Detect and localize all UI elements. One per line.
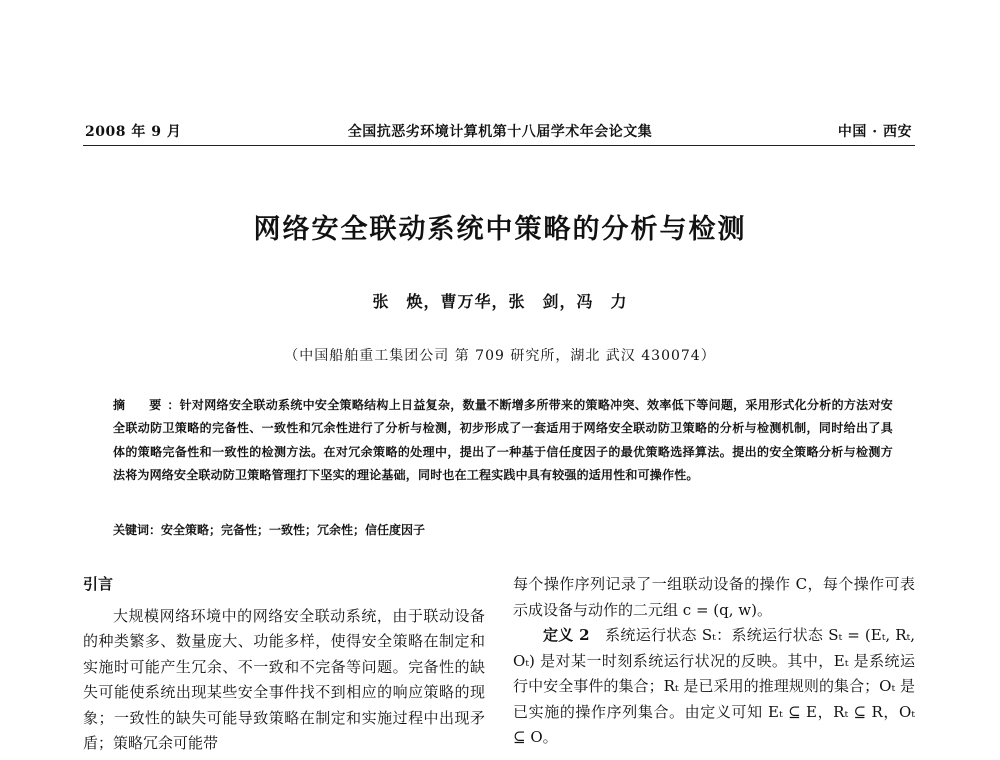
left-column <box>83 572 485 757</box>
keywords-text: ：安全策略；完备性；一致性；冗余性；信任度因子 <box>149 523 426 537</box>
definition-2-label: 定义 2 <box>543 626 590 644</box>
header-location: 中国 · 西安 <box>837 124 912 140</box>
header-date: 2008 年 9 月 <box>85 124 182 140</box>
abstract-text: ：针对网络安全联动系统中安全策略结构上日益复杂，数量不断增多所带来的策略冲突、效率低下等问题，采用形式化分析的方法对安全联动防卫策略的完备性、一致性和冗余性进行了分析与检测，初步形成了一套适用于网络安全联动防卫策略的分析与检测机制，同时给出了具体的策略完备性和一致性的检测方法。在对冗余策略的处理中，提出了一种基于信任度因子的最优策略选择算法。提出的安全策略分析与检测方法将为网络安全联动防卫策略管理打下坚实的理论基础，同时也在工程实践中具有较强的适用性和可操作性。 <box>113 398 893 483</box>
keywords-label: 关键词 <box>113 523 150 537</box>
introduction-paragraph: 大规模网络环境中的网络安全联动系统，由于联动设备的种类繁多、数量庞大、功能多样，使得安全策略在制定和实施时可能产生冗余、不一致和不完备等问题。完备性的缺失可能使系统出现某些安全事件找不到相应的响应策略的现象；一致性的缺失可能导致策略在制定和实施过程中出现矛盾；策略冗余可能带 <box>83 606 485 752</box>
keywords <box>113 520 893 540</box>
right-column <box>513 572 915 751</box>
header-conference: 全国抗恶劣环境计算机第十八届学术年会论文集 <box>347 124 653 140</box>
header-rule <box>83 145 915 146</box>
definition-2-text: 系统运行状态 Sₜ：系统运行状态 Sₜ = (Eₜ, Rₜ, Oₜ) 是对某一时刻系统运行状况的反映。其中，Eₜ 是系统运行中安全事件的集合；Rₜ 是已采用的推理规则的集合；Oₜ 是已实施的操作序列集合。由定义可知 Eₜ ⊆ E，Rₜ ⊆ R，Oₜ ⊆ O。 <box>513 626 915 746</box>
operation-sequence-paragraph: 每个操作序列记录了一组联动设备的操作 C，每个操作可表示成设备与动作的二元组 c = (q, w)。 <box>513 575 915 619</box>
abstract <box>113 394 893 488</box>
section-title-introduction: 引言 <box>83 575 114 593</box>
paper-authors: 张 焕，曹万华，张 剑，冯 力 <box>372 292 628 311</box>
definition-2-paragraph <box>513 623 915 751</box>
paper-title: 网络安全联动系统中策略的分析与检测 <box>253 214 747 245</box>
paper-affiliation: （中国船舶重工集团公司 第 709 研究所，湖北 武汉 430074） <box>284 348 716 364</box>
abstract-label: 摘 要 <box>113 398 168 412</box>
